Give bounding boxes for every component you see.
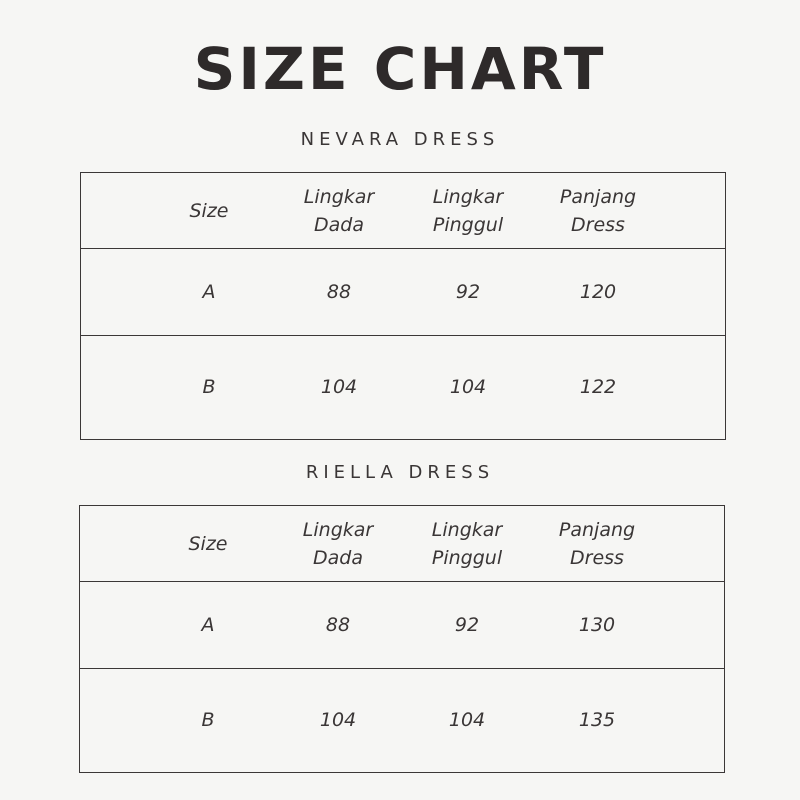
header-size: Size — [189, 199, 229, 222]
table-row — [81, 336, 725, 438]
header-lingkar-pinggul: Lingkar Pinggul — [432, 185, 504, 236]
table-header-row — [80, 506, 724, 582]
cell-size: A — [201, 614, 215, 636]
header-panjang-dress: Panjang Dress — [559, 185, 637, 236]
header-panjang-dress: Panjang Dress — [558, 518, 636, 569]
cell-size: B — [201, 709, 215, 731]
size-table-riella — [79, 505, 725, 773]
header-lingkar-dada: Lingkar Dada — [302, 518, 374, 569]
cell-panjang-dress: 122 — [579, 376, 617, 398]
page-title: SIZE CHART — [193, 35, 607, 103]
section-title-nevara: NEVARA DRESS — [300, 129, 500, 150]
cell-panjang-dress: 130 — [578, 614, 616, 636]
cell-lingkar-dada: 88 — [326, 281, 352, 303]
cell-lingkar-dada: 88 — [325, 614, 351, 636]
cell-lingkar-dada: 104 — [319, 709, 357, 731]
size-table-nevara — [80, 172, 726, 440]
cell-lingkar-pinggul: 104 — [449, 376, 487, 398]
cell-panjang-dress: 135 — [578, 709, 616, 731]
cell-lingkar-dada: 104 — [320, 376, 358, 398]
cell-size: B — [202, 376, 216, 398]
cell-size: A — [202, 281, 216, 303]
table-row — [80, 582, 724, 669]
table-row — [80, 669, 724, 771]
table-row — [81, 249, 725, 336]
cell-lingkar-pinggul: 92 — [455, 281, 481, 303]
header-lingkar-pinggul: Lingkar Pinggul — [431, 518, 503, 569]
table-header-row — [81, 173, 725, 249]
header-size: Size — [188, 532, 228, 555]
section-title-riella: RIELLA DRESS — [305, 462, 495, 483]
cell-panjang-dress: 120 — [579, 281, 617, 303]
header-lingkar-dada: Lingkar Dada — [303, 185, 375, 236]
cell-lingkar-pinggul: 92 — [454, 614, 480, 636]
cell-lingkar-pinggul: 104 — [448, 709, 486, 731]
